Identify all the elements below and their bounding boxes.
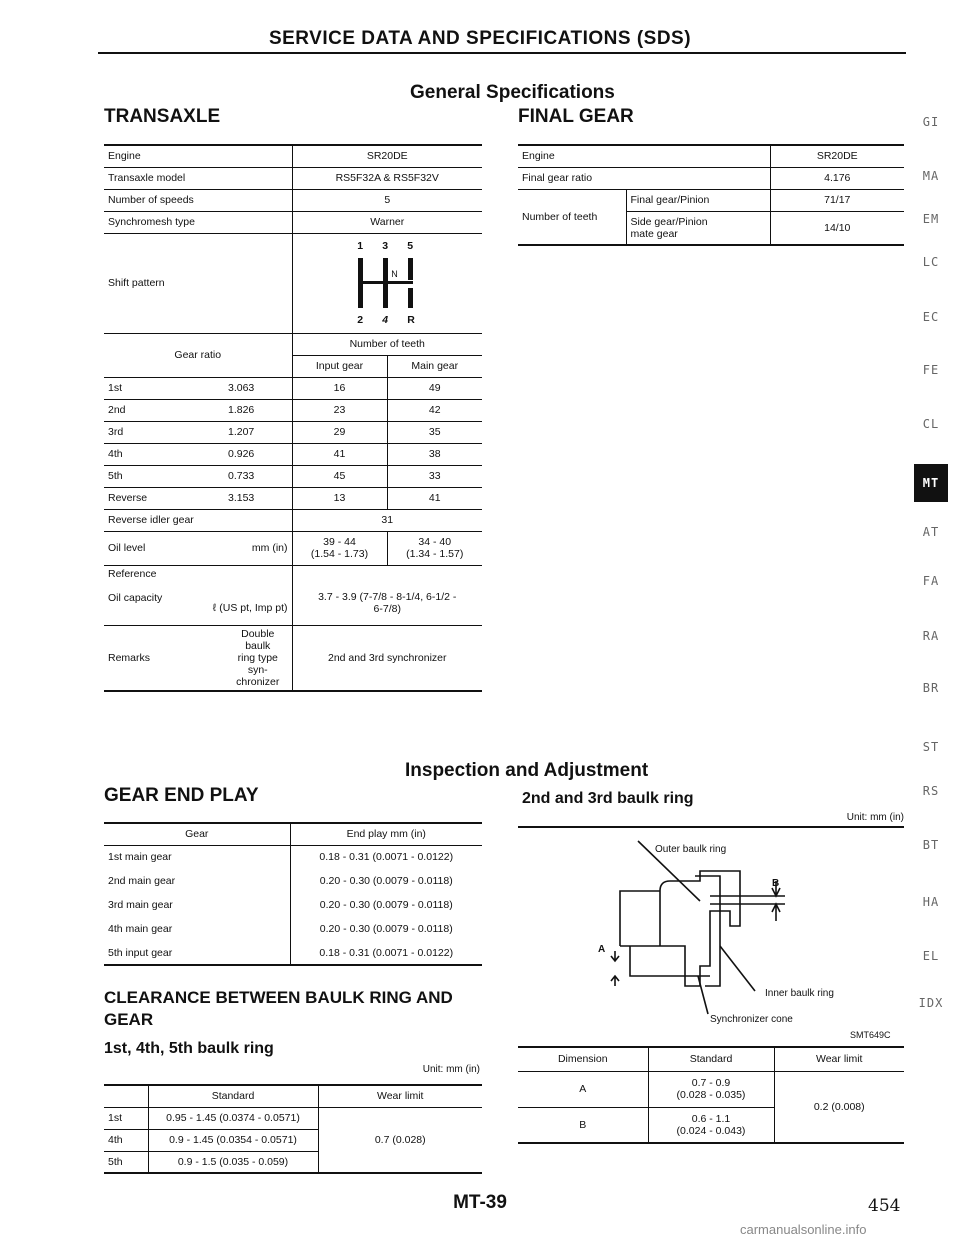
gear-name: 1st	[108, 382, 123, 394]
gear-name: 2nd	[108, 404, 126, 416]
b23-b-std-2: (0.024 - 0.043)	[676, 1124, 746, 1137]
speeds-label: Number of speeds	[104, 189, 292, 211]
clearance-table	[104, 1084, 482, 1174]
clearance-sub: 1st, 4th, 5th baulk ring	[104, 1040, 274, 1057]
fg-ratio-value: 4.176	[824, 172, 851, 184]
fg-ratio-label: Final gear ratio	[518, 167, 770, 189]
oil-level-value-1	[292, 531, 387, 565]
side-tab-mt[interactable]: MT	[914, 464, 948, 502]
main-teeth: 42	[428, 404, 441, 416]
input-teeth: 23	[292, 399, 387, 421]
clearance-heading-1: CLEARANCE BETWEEN BAULK RING AND	[104, 988, 453, 1007]
oil-capacity-cell	[104, 565, 292, 625]
shift-top-3: 3	[382, 240, 389, 252]
shift-bottom-2: 2	[357, 314, 364, 326]
clearance-heading-2: GEAR	[104, 1010, 154, 1029]
table-row	[104, 917, 482, 941]
cl-std: 0.9 - 1.5 (0.035 - 0.059)	[148, 1151, 318, 1173]
synchro-value: Warner	[370, 216, 405, 228]
side-tab-ha[interactable]: HA	[922, 895, 940, 909]
side-tab-st[interactable]: ST	[922, 740, 940, 754]
transaxle-table	[104, 144, 482, 692]
remarks-type	[224, 625, 292, 691]
cl-ring: 4th	[104, 1129, 148, 1151]
remarks-label: Remarks	[108, 651, 151, 664]
page-header-title: SERVICE DATA AND SPECIFICATIONS (SDS)	[268, 28, 692, 49]
inspection-title: Inspection and Adjustment	[405, 760, 649, 781]
b23-a-label: A	[518, 1071, 648, 1107]
ep-col-play: End play mm (in)	[346, 828, 426, 841]
model-value: RS5F32A & RS5F32V	[335, 172, 439, 184]
gear-ratio: 1.826	[224, 399, 292, 421]
fig-cone-label: Synchronizer cone	[710, 1014, 793, 1025]
main-teeth: 41	[428, 492, 441, 504]
input-gear-header: Input gear	[292, 355, 387, 377]
gear-name: Reverse	[108, 492, 148, 504]
fg-engine-value: SR20DE	[816, 150, 858, 163]
remarks-type-1: Double baulk	[241, 627, 275, 652]
end-play-table	[104, 822, 482, 966]
oil-level-v2b: (1.34 - 1.57)	[406, 548, 464, 560]
b23-b-std-1: 0.6 - 1.1	[691, 1112, 731, 1125]
baulk23-unit: Unit: mm (in)	[846, 812, 904, 823]
engine-label: Engine	[104, 145, 292, 167]
reference-label: Reference	[108, 567, 157, 580]
shift-top-5: 5	[407, 240, 414, 252]
ep-play: 0.18 - 0.31 (0.0071 - 0.0122)	[319, 851, 454, 864]
oil-capacity-v2: 6-7/8)	[373, 603, 401, 615]
fig-outer-label: Outer baulk ring	[655, 844, 727, 855]
speeds-value: 5	[384, 194, 391, 206]
b23-a-std-2: (0.028 - 0.035)	[676, 1089, 746, 1101]
gear-ratio: 0.733	[224, 465, 292, 487]
general-spec-title: General Specifications	[410, 82, 615, 103]
side-tab-bt[interactable]: BT	[922, 838, 940, 852]
ep-col-gear: Gear	[104, 823, 290, 845]
gear-ratio-header: Gear ratio	[104, 333, 292, 377]
side-tab-ec[interactable]: EC	[922, 310, 940, 324]
oil-capacity-v1: 3.7 - 3.9 (7-7/8 - 8-1/4, 6-1/2 -	[318, 591, 457, 603]
remarks-type-2: ring type syn-	[237, 651, 278, 676]
final-gear-table	[518, 144, 904, 246]
side-tab-el[interactable]: EL	[922, 949, 940, 963]
gear-ratio: 3.153	[224, 487, 292, 509]
table-row	[104, 465, 482, 487]
ep-play: 0.20 - 0.30 (0.0079 - 0.0118)	[319, 899, 453, 911]
b23-col-wear: Wear limit	[816, 1053, 863, 1066]
side-tab-rs[interactable]: RS	[922, 784, 940, 798]
ep-gear: 3rd main gear	[104, 893, 290, 917]
ep-gear: 5th input gear	[104, 941, 290, 965]
remarks-type-3: chronizer	[236, 675, 280, 688]
table-row	[518, 1071, 904, 1107]
ep-play: 0.20 - 0.30 (0.0079 - 0.0118)	[319, 875, 453, 887]
baulk23-heading: 2nd and 3rd baulk ring	[522, 790, 694, 807]
end-play-heading: GEAR END PLAY	[104, 785, 259, 806]
final-gear-heading: FINAL GEAR	[518, 106, 634, 127]
header-rule	[98, 52, 906, 54]
watermark: carmanualsonline.info	[740, 1222, 867, 1237]
side-tab-cl[interactable]: CL	[922, 417, 940, 431]
shift-neutral: N	[391, 269, 398, 279]
side-tab-gi[interactable]: GI	[922, 115, 940, 129]
side-tab-fe[interactable]: FE	[922, 363, 940, 377]
oil-capacity-label: Oil capacity	[108, 591, 163, 604]
oil-capacity-value	[292, 565, 482, 625]
side-tab-fa[interactable]: FA	[922, 574, 940, 588]
main-teeth: 33	[428, 470, 441, 482]
main-teeth: 35	[428, 426, 441, 438]
fg-engine-label: Engine	[518, 145, 770, 167]
input-teeth: 13	[292, 487, 387, 509]
input-teeth: 45	[292, 465, 387, 487]
gear-ratio: 0.926	[224, 443, 292, 465]
table-row	[104, 487, 482, 509]
oil-level-v1a: 39 - 44	[323, 536, 356, 548]
synchro-label: Synchromesh type	[104, 211, 292, 233]
input-teeth: 29	[292, 421, 387, 443]
cl-std: 0.9 - 1.45 (0.0354 - 0.0571)	[148, 1129, 318, 1151]
side-tab-ma[interactable]: MA	[922, 169, 940, 183]
oil-level-label: Oil level	[108, 542, 146, 554]
page-code: MT-39	[453, 1192, 507, 1213]
side-tab-idx[interactable]: IDX	[918, 996, 944, 1010]
table-row	[104, 1107, 482, 1129]
side-tab-br[interactable]: BR	[922, 681, 940, 695]
oil-capacity-unit: ℓ (US pt, Imp pt)	[212, 601, 288, 614]
clearance-unit: Unit: mm (in)	[422, 1064, 480, 1075]
gear-ratio: 3.063	[224, 377, 292, 399]
shift-bottom-r: R	[407, 314, 415, 326]
table-row	[104, 399, 482, 421]
table-row	[104, 941, 482, 965]
main-teeth: 49	[428, 382, 441, 394]
b23-a-std-1: 0.7 - 0.9	[691, 1077, 731, 1089]
ep-gear: 1st main gear	[104, 845, 290, 869]
table-row	[104, 893, 482, 917]
page-number: 454	[868, 1196, 901, 1216]
fig-b-label: B	[772, 878, 780, 889]
side-tab-at[interactable]: AT	[922, 525, 940, 539]
fig-a-label: A	[598, 944, 606, 955]
teeth-header: Number of teeth	[349, 338, 425, 350]
idler-value: 31	[381, 514, 394, 526]
cl-ring: 5th	[104, 1151, 148, 1173]
side-tab-lc[interactable]: LC	[922, 255, 940, 269]
input-teeth: 41	[292, 443, 387, 465]
baulk23-table	[518, 1046, 904, 1144]
b23-b-label: B	[518, 1107, 648, 1143]
ep-play: 0.18 - 0.31 (0.0071 - 0.0122)	[319, 946, 454, 959]
remarks-value: 2nd and 3rd synchronizer	[328, 651, 447, 664]
b23-col-std: Standard	[648, 1047, 774, 1071]
cl-ring: 1st	[104, 1107, 148, 1129]
fg-pinion-label: Final gear/Pinion	[626, 189, 770, 211]
table-row	[104, 421, 482, 443]
side-tab-list	[914, 110, 948, 1042]
ep-gear: 2nd main gear	[104, 869, 290, 893]
cl-wear-value: 0.7 (0.028)	[374, 1133, 426, 1146]
b23-col-dim: Dimension	[518, 1047, 648, 1071]
fig-code: SMT649C	[850, 1030, 891, 1040]
cl-std: 0.95 - 1.45 (0.0374 - 0.0571)	[148, 1107, 318, 1129]
table-row	[104, 443, 482, 465]
cl-col-wear: Wear limit	[377, 1090, 424, 1103]
main-gear-header: Main gear	[411, 360, 459, 372]
table-row	[104, 869, 482, 893]
side-tab-em[interactable]: EM	[922, 212, 940, 226]
model-label: Transaxle model	[104, 167, 292, 189]
table-row	[104, 377, 482, 399]
shift-bottom-4: 4	[382, 314, 389, 326]
input-teeth: 16	[292, 377, 387, 399]
shift-label: Shift pattern	[104, 233, 292, 333]
oil-level-unit: mm (in)	[224, 531, 292, 565]
fg-side-label-2: mate gear	[630, 227, 678, 240]
idler-label: Reverse idler gear	[104, 509, 292, 531]
gear-ratio: 1.207	[224, 421, 292, 443]
baulk23-rule	[518, 826, 904, 828]
ep-gear: 4th main gear	[104, 917, 290, 941]
shift-pattern-diagram	[347, 238, 427, 328]
fg-side-label-1: Side gear/Pinion	[630, 215, 708, 228]
shift-pattern	[292, 233, 482, 333]
shift-pattern-icon	[347, 256, 427, 312]
fg-teeth-label: Number of teeth	[518, 189, 626, 245]
cl-col-standard: Standard	[148, 1085, 318, 1107]
table-row	[104, 845, 482, 869]
main-teeth: 38	[428, 448, 441, 460]
oil-level-v1b: (1.54 - 1.73)	[310, 548, 369, 560]
b23-b-std	[648, 1107, 774, 1143]
fg-side-value: 14/10	[824, 221, 851, 234]
ep-play: 0.20 - 0.30 (0.0079 - 0.0118)	[319, 923, 453, 935]
fig-inner-label: Inner baulk ring	[765, 988, 834, 999]
b23-a-std	[648, 1071, 774, 1107]
gear-name: 4th	[108, 448, 123, 460]
fg-pinion-value: 71/17	[824, 194, 851, 206]
transaxle-heading: TRANSAXLE	[104, 106, 221, 127]
shift-top-1: 1	[357, 240, 364, 252]
engine-value: SR20DE	[366, 150, 408, 163]
fg-side-label	[626, 211, 770, 245]
oil-level-value-2	[387, 531, 482, 565]
oil-level-v2a: 34 - 40	[418, 536, 452, 548]
gear-name: 5th	[108, 470, 123, 482]
side-tab-ra[interactable]: RA	[922, 629, 940, 643]
b23-wear-value: 0.2 (0.008)	[813, 1100, 865, 1113]
gear-name: 3rd	[108, 426, 124, 438]
